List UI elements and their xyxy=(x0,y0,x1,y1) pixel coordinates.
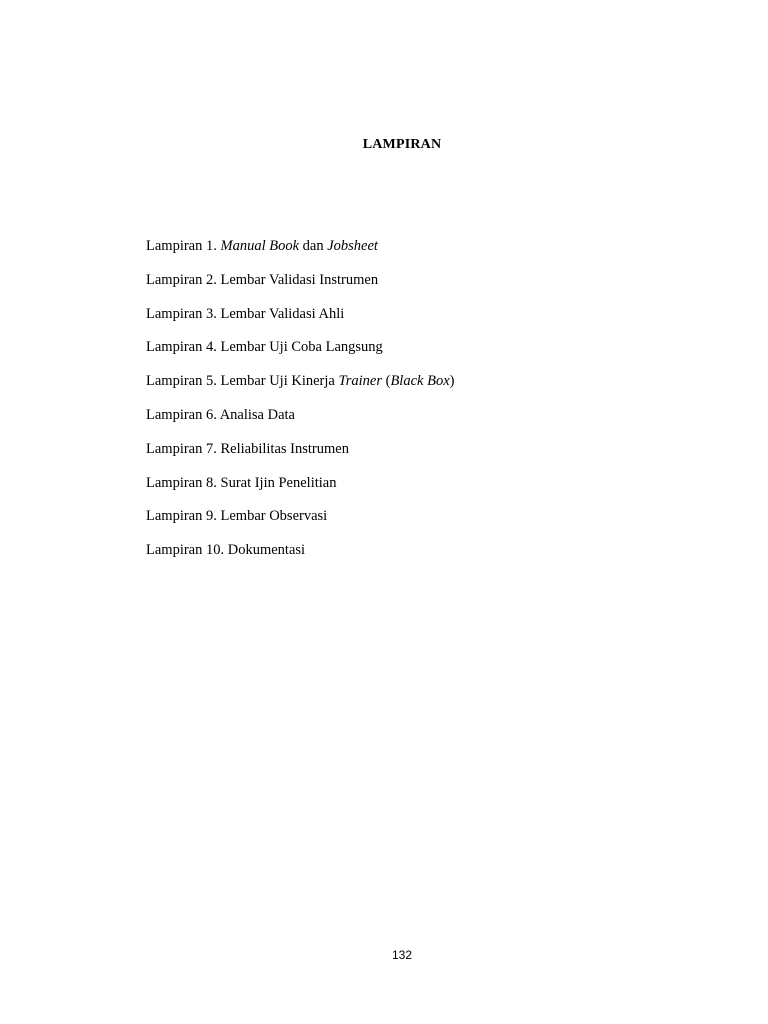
appendix-item xyxy=(146,270,454,304)
appendix-list xyxy=(146,236,454,574)
appendix-item-prefix: Lampiran 4. xyxy=(146,339,221,356)
appendix-item-text: ( xyxy=(381,373,391,390)
appendix-item-text: Surat Ijin Penelitian xyxy=(220,474,337,491)
appendix-item-prefix: Lampiran 10. xyxy=(146,542,228,559)
page-number: 132 xyxy=(391,948,413,962)
appendix-item-text: dan xyxy=(299,238,328,254)
appendix-item-prefix: Lampiran 3. xyxy=(146,305,221,322)
appendix-item xyxy=(146,540,454,574)
appendix-item-text: Lembar Uji Kinerja xyxy=(220,373,339,390)
appendix-item xyxy=(146,304,454,338)
appendix-item xyxy=(146,439,454,473)
appendix-item xyxy=(146,473,454,507)
appendix-item-text: Lembar Validasi Instrumen xyxy=(220,271,379,288)
appendix-item xyxy=(146,337,454,371)
appendix-item-text: Jobsheet xyxy=(327,238,378,254)
appendix-item-text: Lembar Observasi xyxy=(220,508,328,525)
appendix-item-text: Trainer xyxy=(338,373,382,390)
appendix-item-text: Lembar Uji Coba Langsung xyxy=(220,339,383,356)
appendix-item-prefix: Lampiran 9. xyxy=(146,508,221,525)
appendix-item-text: ) xyxy=(449,373,455,390)
appendix-item-prefix: Lampiran 2. xyxy=(146,271,221,288)
appendix-item xyxy=(146,236,454,270)
appendix-item-text: Dokumentasi xyxy=(227,542,306,559)
appendix-item-prefix: Lampiran 5. xyxy=(146,373,221,390)
appendix-item-prefix: Lampiran 1. xyxy=(146,238,221,254)
appendix-item-text: Lembar Validasi Ahli xyxy=(220,305,345,322)
appendix-item-text: Manual Book xyxy=(220,238,300,254)
appendix-item xyxy=(146,506,454,540)
appendix-item-text: Analisa Data xyxy=(219,406,295,423)
appendix-item-prefix: Lampiran 7. xyxy=(146,440,221,457)
appendix-item xyxy=(146,405,454,439)
appendix-item-prefix: Lampiran 8. xyxy=(146,474,221,491)
page-title: LAMPIRAN xyxy=(362,137,442,152)
appendix-item-text: Reliabilitas Instrumen xyxy=(220,440,349,457)
appendix-item xyxy=(146,371,454,405)
appendix-item-text: Black Box xyxy=(390,373,450,390)
appendix-item-prefix: Lampiran 6. xyxy=(146,406,220,423)
